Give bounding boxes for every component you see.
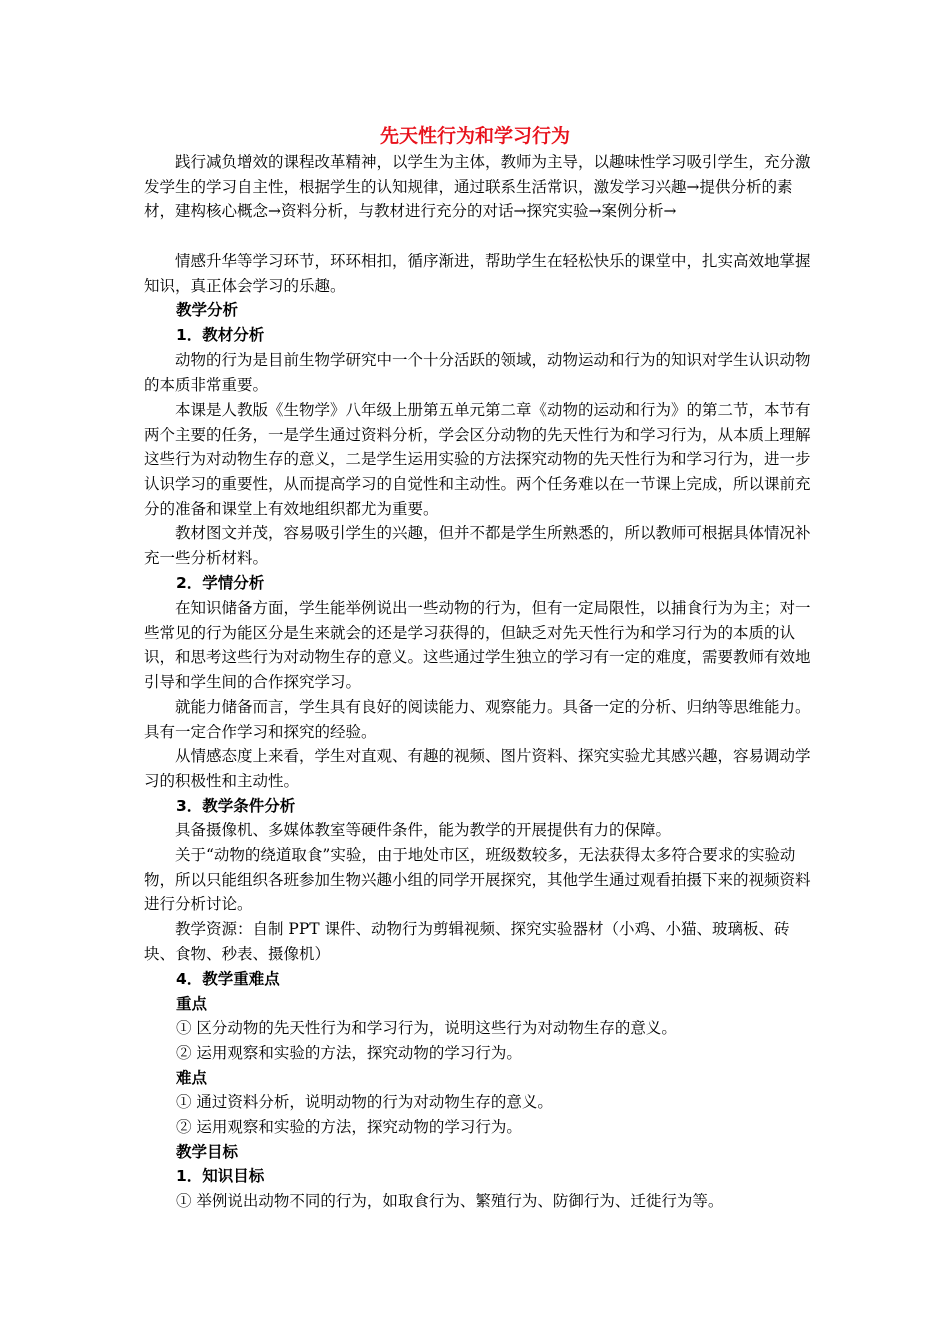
knowledge-item-1: ① 举例说出动物不同的行为，如取食行为、繁殖行为、防御行为、迁徙行为等。: [176, 1192, 724, 1210]
conditions-paragraph-3: 教学资源：自制 PPT 课件、动物行为剪辑视频、探究实验器材（小鸡、小猫、玻璃板、砖块、食物、秒表、摄像机）: [144, 920, 790, 963]
section-heading-teaching-analysis: 教学分析: [176, 301, 239, 319]
heading-difficulty: 难点: [176, 1069, 208, 1087]
difficulty-item-1: ① 通过资料分析，说明动物的行为对动物生存的意义。: [176, 1093, 553, 1111]
document-title: 先天性行为和学习行为: [379, 125, 570, 147]
focus-item-2: ② 运用观察和实验的方法，探究动物的学习行为。: [176, 1044, 522, 1062]
subheading-material-analysis: 1．教材分析: [176, 326, 265, 344]
subheading-teaching-conditions: 3．教学条件分析: [176, 797, 296, 815]
students-paragraph-2: 就能力储备而言，学生具有良好的阅读能力、观察能力。具备一定的分析、归纳等思维能力。具有一定合作学习和探究的经验。: [144, 698, 811, 741]
subheading-key-points: 4．教学重难点: [176, 970, 280, 988]
material-paragraph-2: 本课是人教版《生物学》八年级上册第五单元第二章《动物的运动和行为》的第二节，本节有两个主要的任务，一是学生通过资料分析，学会区分动物的先天性行为和学习行为，从本质上理解这些行为对动物生存的意义，二是学生运用实验的方法探究动物的先天性行为和学习行为，进一步认识学习的重要性，从而提高学习的自觉性和主动性。两个任务难以在一节课上完成，所以课前充分的准备和课堂上有效地组织都尤为重要。: [144, 401, 811, 518]
intro-paragraph-2: 情感升华等学习环节，环环相扣，循序渐进，帮助学生在轻松快乐的课堂中，扎实高效地掌握知识，真正体会学习的乐趣。: [144, 252, 811, 295]
material-paragraph-1: 动物的行为是目前生物学研究中一个十分活跃的领域，动物运动和行为的知识对学生认识动物的本质非常重要。: [144, 351, 811, 394]
heading-focus: 重点: [176, 995, 208, 1013]
focus-item-1: ① 区分动物的先天性行为和学习行为，说明这些行为对动物生存的意义。: [176, 1019, 677, 1037]
conditions-paragraph-2: 关于“动物的绕道取食”实验，由于地处市区，班级数较多，无法获得太多符合要求的实验动物，所以只能组织各班参加生物兴趣小组的同学开展探究，其他学生通过观看拍摄下来的视频资料进行分析讨论。: [144, 846, 811, 914]
students-paragraph-3: 从情感态度上来看，学生对直观、有趣的视频、图片资料、探究实验尤其感兴趣，容易调动学习的积极性和主动性。: [144, 747, 811, 790]
students-paragraph-1: 在知识储备方面，学生能举例说出一些动物的行为，但有一定局限性，以捕食行为为主；对一些常见的行为能区分是生来就会的还是学习获得的，但缺乏对先天性行为和学习行为的本质的认识，和思考这些行为对动物生存的意义。这些通过学生独立的学习有一定的难度，需要教师有效地引导和学生间的合作探究学习。: [144, 599, 811, 692]
intro-paragraph-1: 践行减负增效的课程改革精神，以学生为主体，教师为主导，以趣味性学习吸引学生，充分激发学生的学习自主性，根据学生的认知规律，通过联系生活常识，激发学习兴趣→提供分析的素材，建构核心概念→资料分析，与教材进行充分的对话→探究实验→案例分析→: [144, 153, 811, 221]
subheading-student-analysis: 2．学情分析: [176, 574, 265, 592]
subheading-knowledge-goals: 1．知识目标: [176, 1167, 265, 1185]
section-heading-teaching-goals: 教学目标: [176, 1143, 239, 1161]
conditions-paragraph-1: 具备摄像机、多媒体教室等硬件条件，能为教学的开展提供有力的保障。: [175, 821, 672, 839]
difficulty-item-2: ② 运用观察和实验的方法，探究动物的学习行为。: [176, 1118, 522, 1136]
material-paragraph-3: 教材图文并茂，容易吸引学生的兴趣，但并不都是学生所熟悉的，所以教师可根据具体情况补充一些分析材料。: [144, 524, 811, 567]
